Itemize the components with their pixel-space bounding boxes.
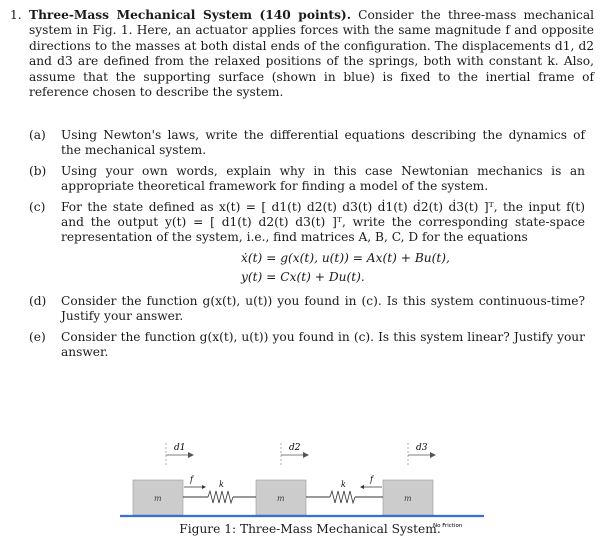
displacement-d2 [281,443,309,465]
d1-label: d1 [174,443,186,453]
d3-label: d3 [416,443,428,453]
d2-label: d2 [289,443,301,453]
figure-caption: Figure 1: Three-Mass Mechanical System. [179,522,441,536]
part-b [29,164,585,195]
problem-intro: Consider the three-mass mechanical system in Fig. 1. Here, an actuator applies forces with the same magnitude f and opposite directions to the masses at both distal ends of the configuration. The displacements d1, d2 and d3 are defined from the relaxed positions of the springs, both with constant k. Also, assume that the supporting surface (shown in blue) is fixed to the inertial frame of reference chosen to describe the system. [29,8,595,100]
part-e [29,330,585,361]
part-b-label: (b) [29,163,47,178]
part-e-label: (e) [29,329,46,344]
k-right-label: k [341,480,346,489]
part-c-label: (c) [29,199,46,214]
question-parts [29,128,585,365]
output-equation: y(t) = Cx(t) + Du(t). [241,269,365,284]
part-d-text: Consider the function g(x(t), u(t)) you found in (c). Is this system continuous-time? Justify your answer. [61,293,585,324]
part-c-text: For the state defined as x(t) = [ d1(t) d2(t) d3(t) ḋ1(t) ḋ2(t) ḋ3(t) ]ᵀ, the input f(t) and the output y(t) = [ d1(t) d2(t) d3(t) ]ᵀ, write the corresponding state-space representation of the system, i.e., find matrices A, B, C, D for the equations [61,199,585,245]
force-arrow-left [184,475,206,489]
part-b-text: Using your own words, explain why in this case Newtonian mechanics is an appropriate theoretical framework for finding a model of the system. [61,163,585,194]
mass-3-label: m [404,494,412,503]
problem-title: Three-Mass Mechanical System (140 points). [29,8,351,22]
mass-2-label: m [277,494,285,503]
spring-left [183,480,256,503]
part-e-text: Consider the function g(x(t), u(t)) you found in (c). Is this system linear? Justify your answer. [61,329,585,360]
part-d [29,294,585,325]
no-friction-note: No Friction [433,523,463,529]
force-right-label: f [370,475,373,484]
part-d-label: (d) [29,293,47,308]
problem-statement [10,8,594,100]
part-a-text: Using Newton's laws, write the differential equations describing the dynamics of the mechanical system. [61,128,585,158]
part-c [29,200,585,286]
force-left-label: f [190,475,193,484]
k-left-label: k [219,480,224,489]
displacement-d3 [408,443,436,465]
mass-1-label: m [154,494,162,503]
state-equation: ẋ(t) = g(x(t), u(t)) = Ax(t) + Bu(t), [241,250,450,265]
part-a-label: (a) [29,128,46,142]
part-a [29,128,585,159]
displacement-d1 [166,443,194,465]
force-arrow-right [360,475,382,489]
problem-number: 1. [10,8,22,22]
